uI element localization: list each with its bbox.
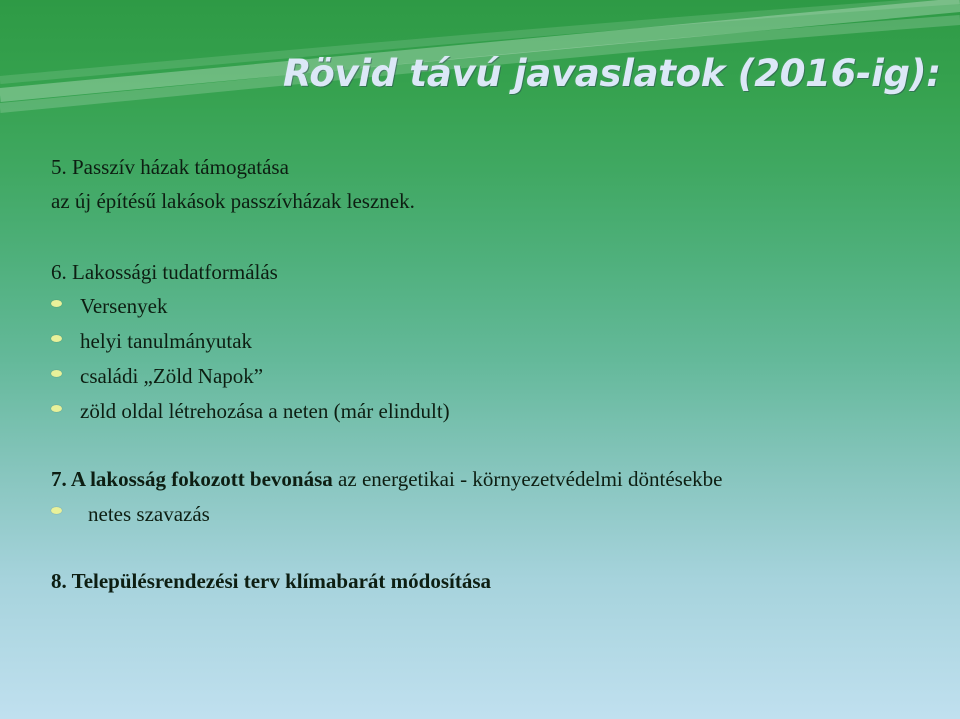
section-6-bullet-3: családi „Zöld Napok” — [80, 364, 264, 388]
bullet-icon — [51, 335, 62, 342]
section-8-heading: 8. Településrendezési terv klímabarát módosítása — [51, 569, 492, 593]
bullet-icon — [51, 405, 62, 412]
section-7-heading — [51, 467, 723, 491]
section-6-bullet-4: zöld oldal létrehozása a neten (már elindult) — [80, 399, 450, 423]
bullet-icon — [51, 507, 62, 514]
section-6-bullet-2: helyi tanulmányutak — [80, 329, 253, 353]
section-6-bullet-1: Versenyek — [80, 294, 168, 318]
section-6-heading: 6. Lakossági tudatformálás — [51, 260, 278, 284]
slide-title: Rövid távú javaslatok (2016-ig): — [283, 52, 941, 95]
section-5-heading: 5. Passzív házak támogatása — [51, 155, 289, 179]
section-5-text: az új építésű lakások passzívházak lesznek. — [51, 189, 415, 213]
bullet-icon — [51, 300, 62, 307]
section-7-heading-rest: az energetikai - környezetvédelmi döntésekbe — [332, 467, 723, 491]
section-7-heading-bold: 7. A lakosság fokozott bevonása — [51, 467, 333, 491]
section-7-bullet-1: netes szavazás — [88, 502, 210, 526]
bullet-icon — [51, 370, 62, 377]
